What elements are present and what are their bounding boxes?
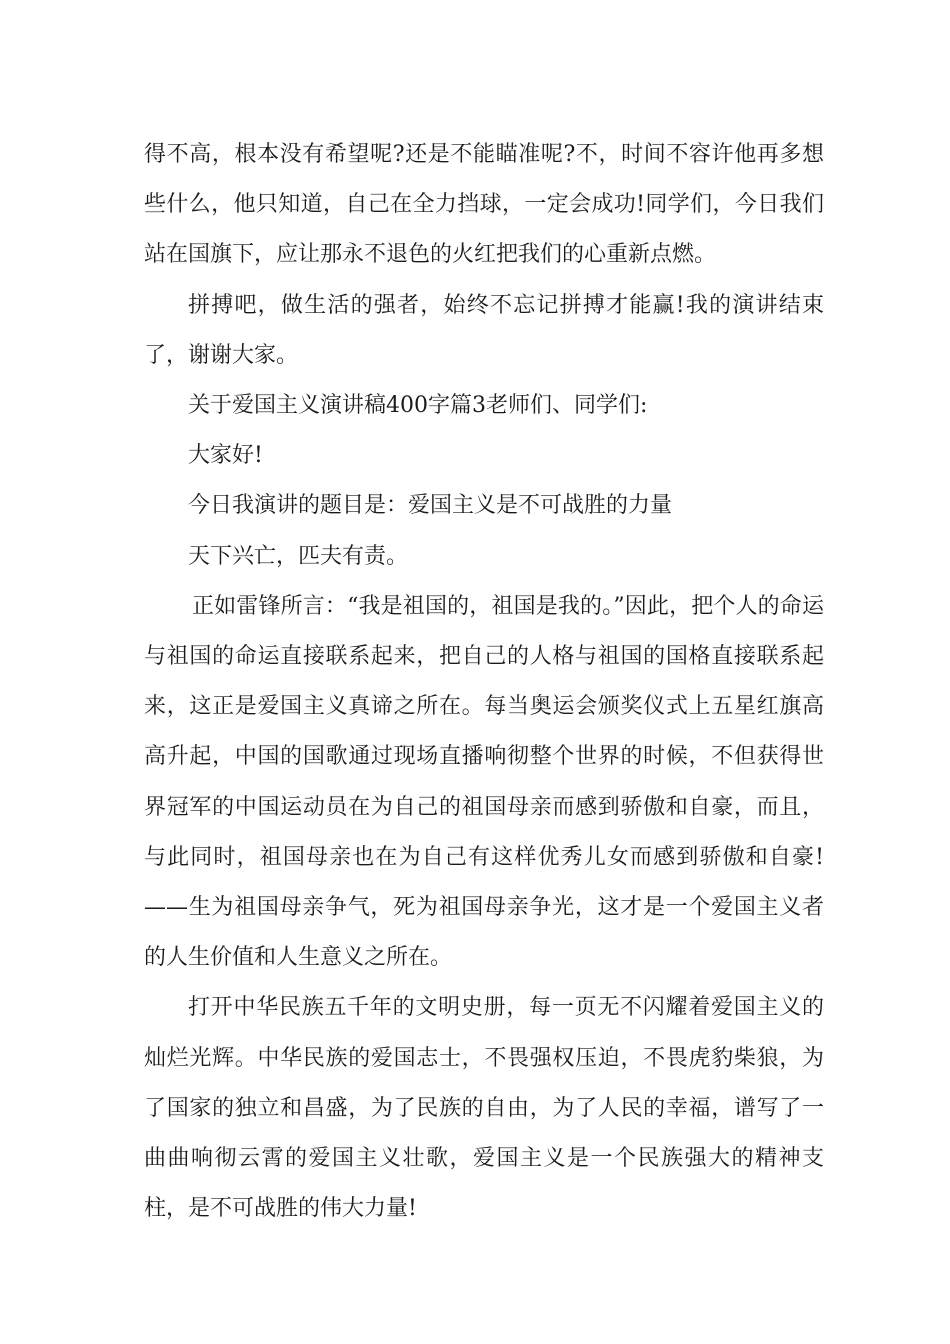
- paragraph-continuation: 得不高，根本没有希望呢?还是不能瞄准呢?不，时间不容许他再多想些什么，他只知道，自己在全力挡球，一定会成功!同学们，今日我们站在国旗下，应让那永不退色的火红把我们的心重新点燃。: [144, 142, 824, 268]
- document-body: [144, 130, 824, 1234]
- paragraph-leifeng: 正如雷锋所言：“我是祖国的，祖国是我的。”因此，把个人的命运与祖国的命运直接联系起来，把自己的人格与祖国的国格直接联系起来，这正是爱国主义真谛之所在。每当奥运会颁奖仪式上五星红旗高高升起，中国的国歌通过现场直播响彻整个世界的时候，不但获得世界冠军的中国运动员在为自己的祖国母亲而感到骄傲和自豪，而且，与此同时，祖国母亲也在为自己有这样优秀儿女而感到骄傲和自豪!——生为祖国母亲争气，死为祖国母亲争光，这才是一个爱国主义者的人生价值和人生意义之所在。: [144, 593, 824, 971]
- paragraph-speech-title: 关于爱国主义演讲稿400字篇3老师们、同学们:: [188, 393, 648, 419]
- paragraph-greeting: 大家好!: [188, 443, 263, 469]
- paragraph-history: 打开中华民族五千年的文明史册，每一页无不闪耀着爱国主义的灿烂光辉。中华民族的爱国志士，不畏强权压迫，不畏虎豹柴狼，为了国家的独立和昌盛，为了民族的自由，为了人民的幸福，谱写了一曲曲响彻云霄的爱国主义壮歌，爱国主义是一个民族强大的精神支柱，是不可战胜的伟大力量!: [144, 995, 824, 1222]
- paragraph-closing: 拼搏吧，做生活的强者，始终不忘记拼搏才能赢!我的演讲结束了，谢谢大家。: [144, 292, 824, 368]
- paragraph-topic: 今日我演讲的题目是：爱国主义是不可战胜的力量: [188, 493, 673, 519]
- paragraph-quote: 天下兴亡，匹夫有责。: [188, 543, 409, 569]
